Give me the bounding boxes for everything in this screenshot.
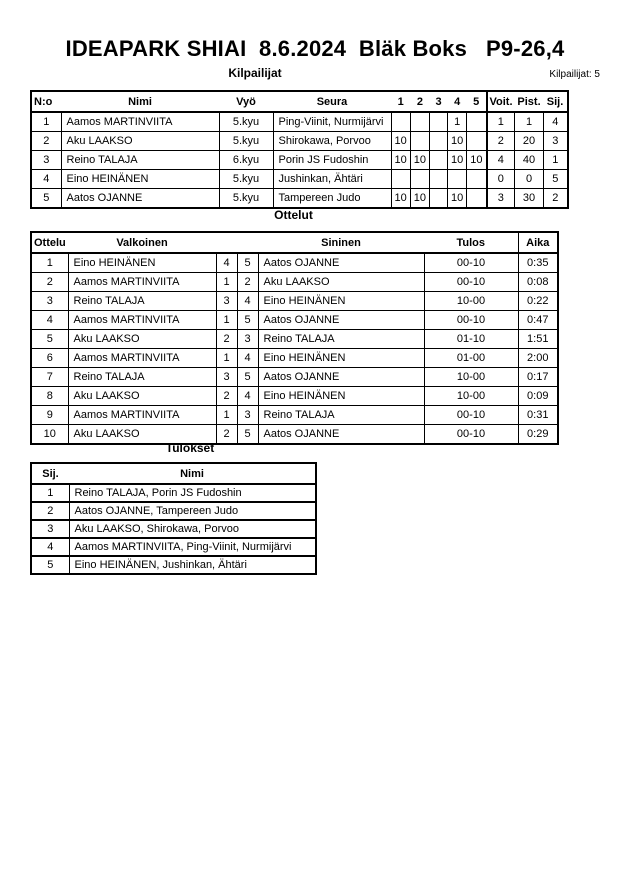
table-cell: 0:35 xyxy=(518,253,558,273)
table-cell: 0:29 xyxy=(518,425,558,445)
table-cell: Aatos OJANNE xyxy=(258,311,424,330)
header-row xyxy=(31,91,568,112)
table-cell: Ping-Viinit, Nurmijärvi xyxy=(273,112,391,132)
table-cell: 1 xyxy=(544,151,568,170)
table-row xyxy=(31,520,316,538)
table-cell: 2 xyxy=(31,273,68,292)
table-cell: 4 xyxy=(31,170,61,189)
results-table-body xyxy=(31,484,316,574)
table-cell: 1 xyxy=(31,484,69,502)
table-row xyxy=(31,538,316,556)
table-cell: Eino HEINÄNEN xyxy=(258,349,424,368)
table-cell: 1 xyxy=(216,406,237,425)
table-cell: 4 xyxy=(31,538,69,556)
table-cell: 2 xyxy=(216,387,237,406)
table-cell: 1 xyxy=(31,112,61,132)
table-cell: 00-10 xyxy=(424,273,518,292)
results-table-header xyxy=(31,463,316,484)
table-cell: Reino TALAJA xyxy=(68,292,216,311)
table-cell: 0:09 xyxy=(518,387,558,406)
table-cell: 0:08 xyxy=(518,273,558,292)
col-header-2: 2 xyxy=(410,91,429,112)
table-cell: 0 xyxy=(515,170,544,189)
table-cell: 3 xyxy=(216,368,237,387)
col-header-white-number xyxy=(216,232,237,253)
table-cell: Reino TALAJA xyxy=(68,368,216,387)
table-cell: 00-10 xyxy=(424,425,518,445)
table-cell: 2 xyxy=(216,330,237,349)
table-cell: 3 xyxy=(216,292,237,311)
header-row xyxy=(31,463,316,484)
col-header-time: Aika xyxy=(518,232,558,253)
table-row xyxy=(31,387,558,406)
table-row xyxy=(31,170,568,189)
table-cell: 0:47 xyxy=(518,311,558,330)
table-cell xyxy=(391,112,410,132)
table-cell: 1:51 xyxy=(518,330,558,349)
table-cell: 1 xyxy=(448,112,467,132)
table-cell: Reino TALAJA xyxy=(258,330,424,349)
table-cell: Aatos OJANNE xyxy=(61,189,219,209)
table-row xyxy=(31,368,558,387)
col-header-1: 1 xyxy=(391,91,410,112)
table-row xyxy=(31,151,568,170)
table-row xyxy=(31,292,558,311)
col-header-club: Seura xyxy=(273,91,391,112)
table-cell: 5 xyxy=(31,189,61,209)
table-cell: 4 xyxy=(237,387,258,406)
matches-table-body xyxy=(31,253,558,444)
table-cell: Aamos MARTINVIITA xyxy=(68,349,216,368)
table-row xyxy=(31,132,568,151)
table-cell: 6 xyxy=(31,349,68,368)
table-cell: 1 xyxy=(515,112,544,132)
table-cell: 10-00 xyxy=(424,387,518,406)
table-cell: Aatos OJANNE xyxy=(258,425,424,445)
table-cell: 5 xyxy=(31,330,68,349)
table-cell: 5.kyu xyxy=(219,132,273,151)
col-header-belt: Vyö xyxy=(219,91,273,112)
results-table xyxy=(30,462,317,575)
table-cell: 01-00 xyxy=(424,349,518,368)
col-header-rank: Sij. xyxy=(31,463,69,484)
table-cell: 10 xyxy=(391,132,410,151)
table-cell: Reino TALAJA xyxy=(258,406,424,425)
table-row xyxy=(31,273,558,292)
table-cell: 3 xyxy=(31,292,68,311)
table-cell: Aatos OJANNE, Tampereen Judo xyxy=(69,502,316,520)
table-cell: 9 xyxy=(31,406,68,425)
table-row xyxy=(31,349,558,368)
table-cell: 5.kyu xyxy=(219,189,273,209)
table-cell: 2 xyxy=(237,273,258,292)
table-cell xyxy=(410,112,429,132)
table-cell: 2 xyxy=(544,189,568,209)
table-cell: Aamos MARTINVIITA xyxy=(68,311,216,330)
table-cell xyxy=(467,112,487,132)
col-header-points: Pist. xyxy=(515,91,544,112)
table-row xyxy=(31,484,316,502)
table-row xyxy=(31,311,558,330)
table-cell: 0:22 xyxy=(518,292,558,311)
col-header-name: Nimi xyxy=(61,91,219,112)
table-cell xyxy=(430,151,448,170)
table-cell: 00-10 xyxy=(424,311,518,330)
table-cell: Aku LAAKSO xyxy=(68,387,216,406)
competitors-table-header xyxy=(31,91,568,112)
table-cell: 01-10 xyxy=(424,330,518,349)
table-cell: Aku LAAKSO xyxy=(68,425,216,445)
table-cell: 3 xyxy=(31,151,61,170)
table-cell: Aamos MARTINVIITA, Ping-Viinit, Nurmijärvi xyxy=(69,538,316,556)
col-header-name: Nimi xyxy=(69,463,316,484)
col-header-rank: Sij. xyxy=(544,91,568,112)
table-cell xyxy=(430,112,448,132)
table-cell: 1 xyxy=(216,273,237,292)
table-cell: 10 xyxy=(467,151,487,170)
table-cell: 3 xyxy=(237,406,258,425)
table-cell: 2 xyxy=(31,132,61,151)
table-cell: 10 xyxy=(391,151,410,170)
competitors-table-body xyxy=(31,112,568,208)
table-cell: Jushinkan, Ähtäri xyxy=(273,170,391,189)
table-cell: 2:00 xyxy=(518,349,558,368)
table-cell: 5.kyu xyxy=(219,170,273,189)
table-cell: 1 xyxy=(216,311,237,330)
table-cell: Reino TALAJA, Porin JS Fudoshin xyxy=(69,484,316,502)
table-cell: 4 xyxy=(544,112,568,132)
table-cell: 00-10 xyxy=(424,406,518,425)
table-cell: Aku LAAKSO xyxy=(61,132,219,151)
table-row xyxy=(31,189,568,209)
table-cell xyxy=(467,170,487,189)
table-cell: 10 xyxy=(391,189,410,209)
table-cell: Aku LAAKSO xyxy=(258,273,424,292)
table-cell: 10-00 xyxy=(424,368,518,387)
table-row xyxy=(31,406,558,425)
table-cell: 8 xyxy=(31,387,68,406)
table-cell: 4 xyxy=(237,292,258,311)
section-heading-results: Tulokset xyxy=(165,441,215,455)
table-cell xyxy=(430,189,448,209)
table-cell: 00-10 xyxy=(424,253,518,273)
table-cell: 10-00 xyxy=(424,292,518,311)
col-header-number: N:o xyxy=(31,91,61,112)
table-cell: Aku LAAKSO xyxy=(68,330,216,349)
section-heading-competitors: Kilpailijat xyxy=(228,66,282,80)
col-header-match: Ottelu xyxy=(31,232,68,253)
table-row xyxy=(31,330,558,349)
table-cell: 5 xyxy=(237,425,258,445)
table-cell: 6.kyu xyxy=(219,151,273,170)
table-cell: Eino HEINÄNEN xyxy=(68,253,216,273)
table-cell xyxy=(430,132,448,151)
table-cell: 0 xyxy=(487,170,515,189)
competitors-count-label: Kilpailijat: 5 xyxy=(549,69,600,80)
table-cell: Aamos MARTINVIITA xyxy=(68,406,216,425)
table-cell: Eino HEINÄNEN, Jushinkan, Ähtäri xyxy=(69,556,316,574)
table-cell: 2 xyxy=(487,132,515,151)
col-header-5: 5 xyxy=(467,91,487,112)
table-cell: Eino HEINÄNEN xyxy=(258,292,424,311)
table-cell: Eino HEINÄNEN xyxy=(258,387,424,406)
col-header-result: Tulos xyxy=(424,232,518,253)
table-row xyxy=(31,253,558,273)
table-cell xyxy=(391,170,410,189)
table-cell: 7 xyxy=(31,368,68,387)
table-cell xyxy=(467,132,487,151)
table-cell: 2 xyxy=(216,425,237,445)
table-cell: Aatos OJANNE xyxy=(258,253,424,273)
table-cell: 5 xyxy=(237,368,258,387)
table-row xyxy=(31,112,568,132)
matches-table xyxy=(30,231,559,445)
table-cell: 5 xyxy=(544,170,568,189)
table-cell: 4 xyxy=(487,151,515,170)
col-header-blue-number xyxy=(237,232,258,253)
table-cell: Aamos MARTINVIITA xyxy=(68,273,216,292)
matches-table-header xyxy=(31,232,558,253)
competitors-table xyxy=(30,90,569,209)
table-cell: 4 xyxy=(216,253,237,273)
table-cell: Aamos MARTINVIITA xyxy=(61,112,219,132)
table-cell: Eino HEINÄNEN xyxy=(61,170,219,189)
table-cell: 4 xyxy=(31,311,68,330)
col-header-white: Valkoinen xyxy=(68,232,216,253)
table-row xyxy=(31,502,316,520)
table-cell: 40 xyxy=(515,151,544,170)
table-cell: 20 xyxy=(515,132,544,151)
table-cell: 3 xyxy=(31,520,69,538)
table-cell: 10 xyxy=(31,425,68,445)
table-cell: 3 xyxy=(237,330,258,349)
table-cell: 30 xyxy=(515,189,544,209)
table-cell: Tampereen Judo xyxy=(273,189,391,209)
col-header-wins: Voit. xyxy=(487,91,515,112)
table-cell xyxy=(410,170,429,189)
table-cell xyxy=(430,170,448,189)
table-cell: 5 xyxy=(237,311,258,330)
table-cell: 5.kyu xyxy=(219,112,273,132)
table-cell xyxy=(467,189,487,209)
table-cell: 5 xyxy=(31,556,69,574)
table-cell: 1 xyxy=(487,112,515,132)
table-cell: 3 xyxy=(487,189,515,209)
col-header-3: 3 xyxy=(430,91,448,112)
table-cell: 2 xyxy=(31,502,69,520)
table-cell: Porin JS Fudoshin xyxy=(273,151,391,170)
table-cell: 5 xyxy=(237,253,258,273)
table-cell: Aatos OJANNE xyxy=(258,368,424,387)
header-row xyxy=(31,232,558,253)
col-header-blue: Sininen xyxy=(258,232,424,253)
table-row xyxy=(31,556,316,574)
table-cell: Shirokawa, Porvoo xyxy=(273,132,391,151)
table-cell: 1 xyxy=(31,253,68,273)
section-heading-matches: Ottelut xyxy=(274,208,313,222)
table-cell: 0:17 xyxy=(518,368,558,387)
table-cell: 10 xyxy=(448,151,467,170)
table-cell: 1 xyxy=(216,349,237,368)
table-cell xyxy=(448,170,467,189)
col-header-4: 4 xyxy=(448,91,467,112)
table-cell: 10 xyxy=(410,151,429,170)
table-cell: 0:31 xyxy=(518,406,558,425)
table-cell: 3 xyxy=(544,132,568,151)
table-cell xyxy=(410,132,429,151)
table-cell: Reino TALAJA xyxy=(61,151,219,170)
table-cell: Aku LAAKSO, Shirokawa, Porvoo xyxy=(69,520,316,538)
table-cell: 10 xyxy=(410,189,429,209)
page-title: IDEAPARK SHIAI 8.6.2024 Bläk Boks P9-26,4 xyxy=(65,36,565,61)
table-cell: 4 xyxy=(237,349,258,368)
table-cell: 10 xyxy=(448,132,467,151)
table-cell: 10 xyxy=(448,189,467,209)
